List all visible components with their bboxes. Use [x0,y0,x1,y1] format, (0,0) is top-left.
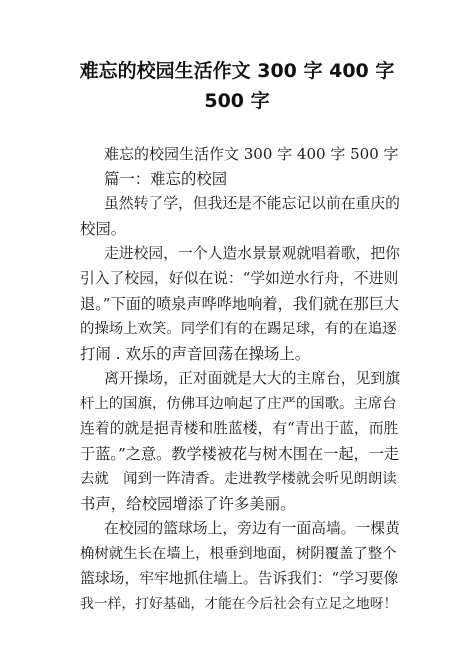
section-heading: 篇一：难忘的校园 [104,170,228,188]
paragraph-line: 虽然转了学，但我还是不能忘记以前在重庆的 [104,195,400,212]
document-title-line-2: 500 字 [204,90,270,112]
paragraph-line: 桷树就生长在墙上，根垂到地面，树阴覆盖了整个 [80,546,397,562]
paragraph-line: 的操场上欢笑。同学们有的在踢足球，有的在追逐 [80,321,397,337]
paragraph-line: 退。”下面的喷泉声哗哗地响着，我们就在那巨大 [80,295,400,313]
paragraph-line: 我一样，打好基础，才能在今后社会有立足之地呀！ [80,596,398,612]
paragraph-line: 在校园的篮球场上，旁边有一面高墙。一棵黄 [104,520,400,537]
paragraph-line: 校园。 [80,220,127,238]
paragraph-line: 连着的就是挹青楼和胜蓝楼，有“青出于蓝，而胜 [80,420,399,437]
paragraph-line: 引入了校园，好似在说：“学如逆水行舟，不进则 [80,270,399,287]
paragraph-line: 于蓝。”之意。教学楼被花与树木围在一起，一走 [80,445,400,463]
paragraph-line: 打闹 . 欢乐的声音回荡在操场上。 [80,345,311,363]
subtitle-line: 难忘的校园生活作文 300 字 400 字 500 字 [104,145,399,163]
paragraph-line: 杆上的国旗，仿佛耳边响起了庄严的国歌。主席台 [80,396,397,412]
document-title-line-1: 难忘的校园生活作文 300 字 400 字 [79,60,395,82]
paragraph-line: 走进校园，一个人造水景景观就唱着歌，把你 [104,245,400,262]
paragraph-line: 篮球场，牢牢地抓住墙上。告诉我们：“学习要像 [80,570,399,587]
paragraph-line: 书声，给校园增添了许多美丽。 [80,495,296,513]
paragraph-line: 离开操场，正对面就是大大的主席台，见到旗 [104,370,400,387]
paragraph-line: 去就 闻到一阵清香。走进教学楼就会听见朗朗读 [80,471,397,487]
